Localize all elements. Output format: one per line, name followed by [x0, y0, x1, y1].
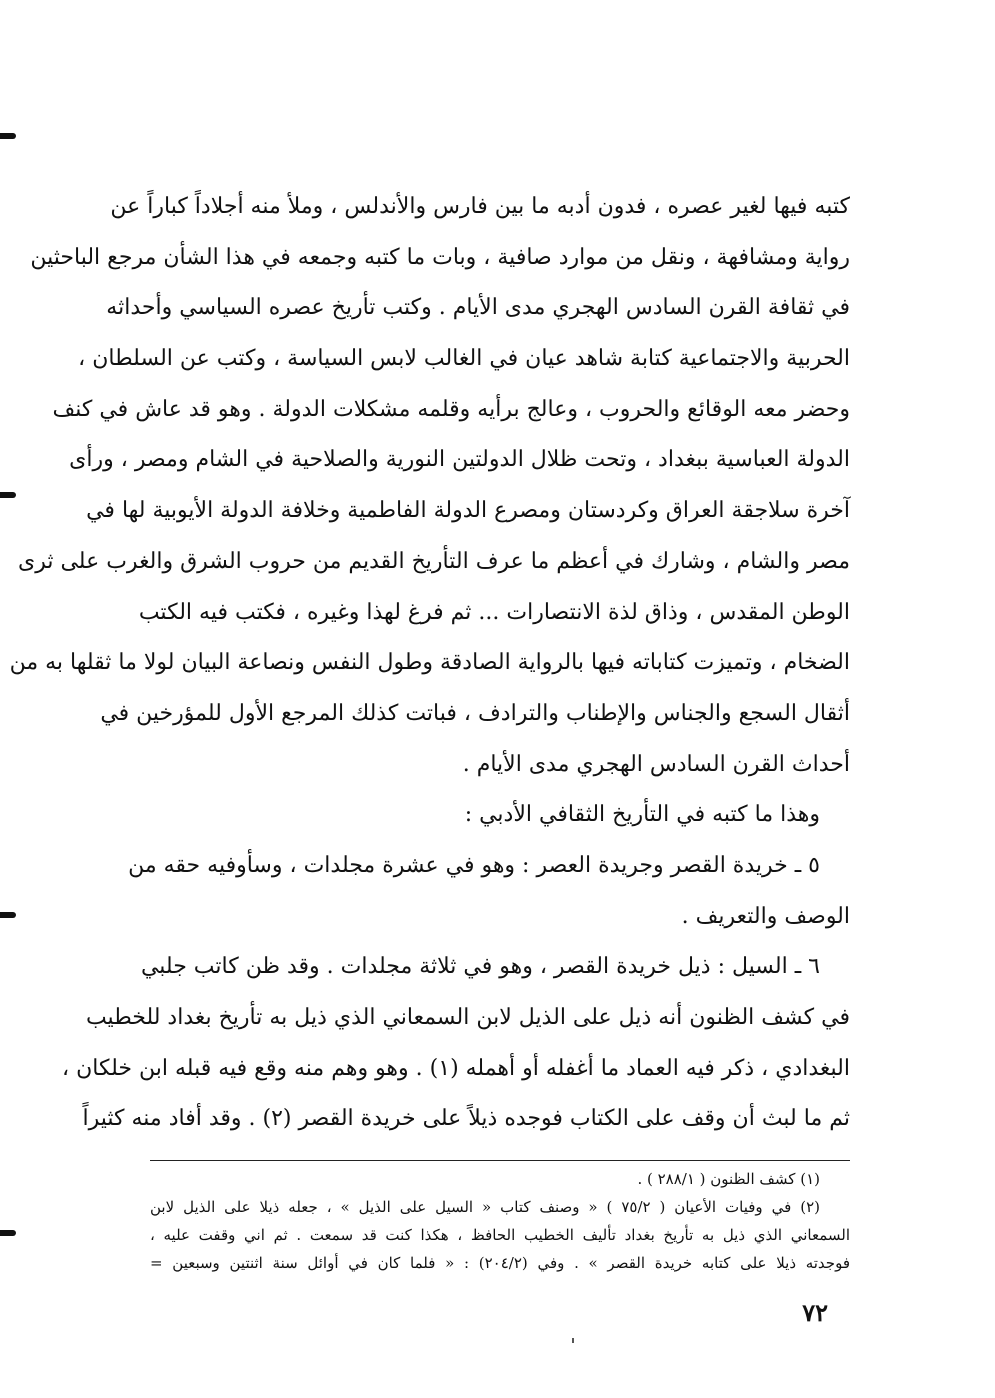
body-line: في كشف الظنون أنه ذيل على الذيل لابن السمعاني الذي ذيل به تأريخ بغداد للخطيب — [85, 1005, 850, 1030]
footnote-line: (١) كشف الظنون ( ٢٨٨/١ ) . — [637, 1170, 820, 1188]
footnote-line: السمعاني الذي ذيل به تأريخ بغداد تأليف الخطيب الحافظ ، هكذا كنت قد سمعت . ثم اني وقفت عليه ، — [150, 1226, 850, 1244]
body-line: ٥ ـ خريدة القصر وجريدة العصر : وهو في عشرة مجلدات ، وسأوفيه حقه من — [128, 852, 820, 878]
footnote-line: (٢) في وفيات الأعيان ( ٧٥/٢ ) « وصنف كتاب « السيل على الذيل » ، جعله ذيلا على الذيل لابن — [150, 1198, 820, 1216]
body-line: آخرة سلاجقة العراق وكردستان ومصرع الدولة الفاطمية وخلافة الدولة الأيوبية لها في — [86, 498, 850, 524]
scan-margin-mark — [0, 492, 16, 498]
body-line: مصر والشام ، وشارك في أعظم ما عرف التأريخ القديم من حروب الشرق والغرب على ثرى — [18, 548, 850, 574]
footnotes — [150, 1160, 850, 1277]
body-line: وحضر معه الوقائع والحروب ، وعالج برأيه وقلمه مشكلات الدولة . وهو قد عاش في كنف — [52, 396, 850, 422]
scan-margin-mark — [0, 133, 16, 139]
body-text — [9, 182, 850, 1145]
body-line: الحربية والاجتماعية كتابة شاهد عيان في الغالب لابس السياسة ، وكتب عن السلطان ، — [78, 346, 850, 372]
scan-margin-mark — [0, 912, 16, 918]
body-line: البغدادي ، ذكر فيه العماد ما أغفله أو أهمله (١) . وهو وهم منه وقع فيه قبله ابن خلكان ، — [62, 1055, 850, 1081]
body-line: أحداث القرن السادس الهجري مدى الأيام . — [462, 751, 850, 777]
scan-speck — [572, 1338, 574, 1343]
body-line: أثقال السجع والجناس والإطناب والترادف ، فباتت كذلك المرجع الأول للمؤرخين في — [100, 700, 850, 726]
body-line: في ثقافة القرن السادس الهجري مدى الأيام . وكتب تأريخ عصره السياسي وأحداثه — [106, 295, 850, 321]
scan-margin-mark — [0, 1230, 16, 1236]
page-number: ٧٢ — [802, 1298, 828, 1327]
body-line: الوصف والتعريف . — [681, 903, 850, 929]
body-line: الدولة العباسية ببغداد ، وتحت ظلال الدولتين النورية والصلاحية في الشام ومصر ، ورأى — [69, 447, 850, 473]
body-line: كتبه فيها لغير عصره ، فدون أدبه ما بين فارس والأندلس ، وملأ منه أجلاداً كباراً عن — [110, 194, 850, 219]
footnote-line: فوجدته ذيلا على كتابه خريدة القصر » . وفي (٢٠٤/٢) : « فلما كان في أوائل سنة اثنتين وسبعين = — [150, 1254, 850, 1272]
body-line: ثم ما لبث أن وقف على الكتاب فوجده ذيلاً على خريدة القصر (٢) . وقد أفاد منه كثيراً — [82, 1106, 850, 1132]
body-line: وهذا ما كتبه في التأريخ الثقافي الأدبي : — [464, 802, 820, 828]
body-line: رواية ومشافهة ، ونقل من موارد صافية ، وبات ما كتبه وجمعه في هذا الشأن مرجع الباحثين — [30, 244, 850, 270]
body-line: الضخام ، وتميزت كتاباته فيها بالرواية الصادقة وطول النفس ونصاعة البيان لولا ما ثقلها به من — [9, 650, 850, 676]
body-line: ٦ ـ السيل : ذيل خريدة القصر ، وهو في ثلاثة مجلدات . وقد ظن كاتب جلبي — [140, 954, 820, 980]
body-line: الوطن المقدس ، وذاق لذة الانتصارات ... ثم فرغ لهذا وغيره ، فكتب فيه الكتب — [138, 599, 850, 625]
